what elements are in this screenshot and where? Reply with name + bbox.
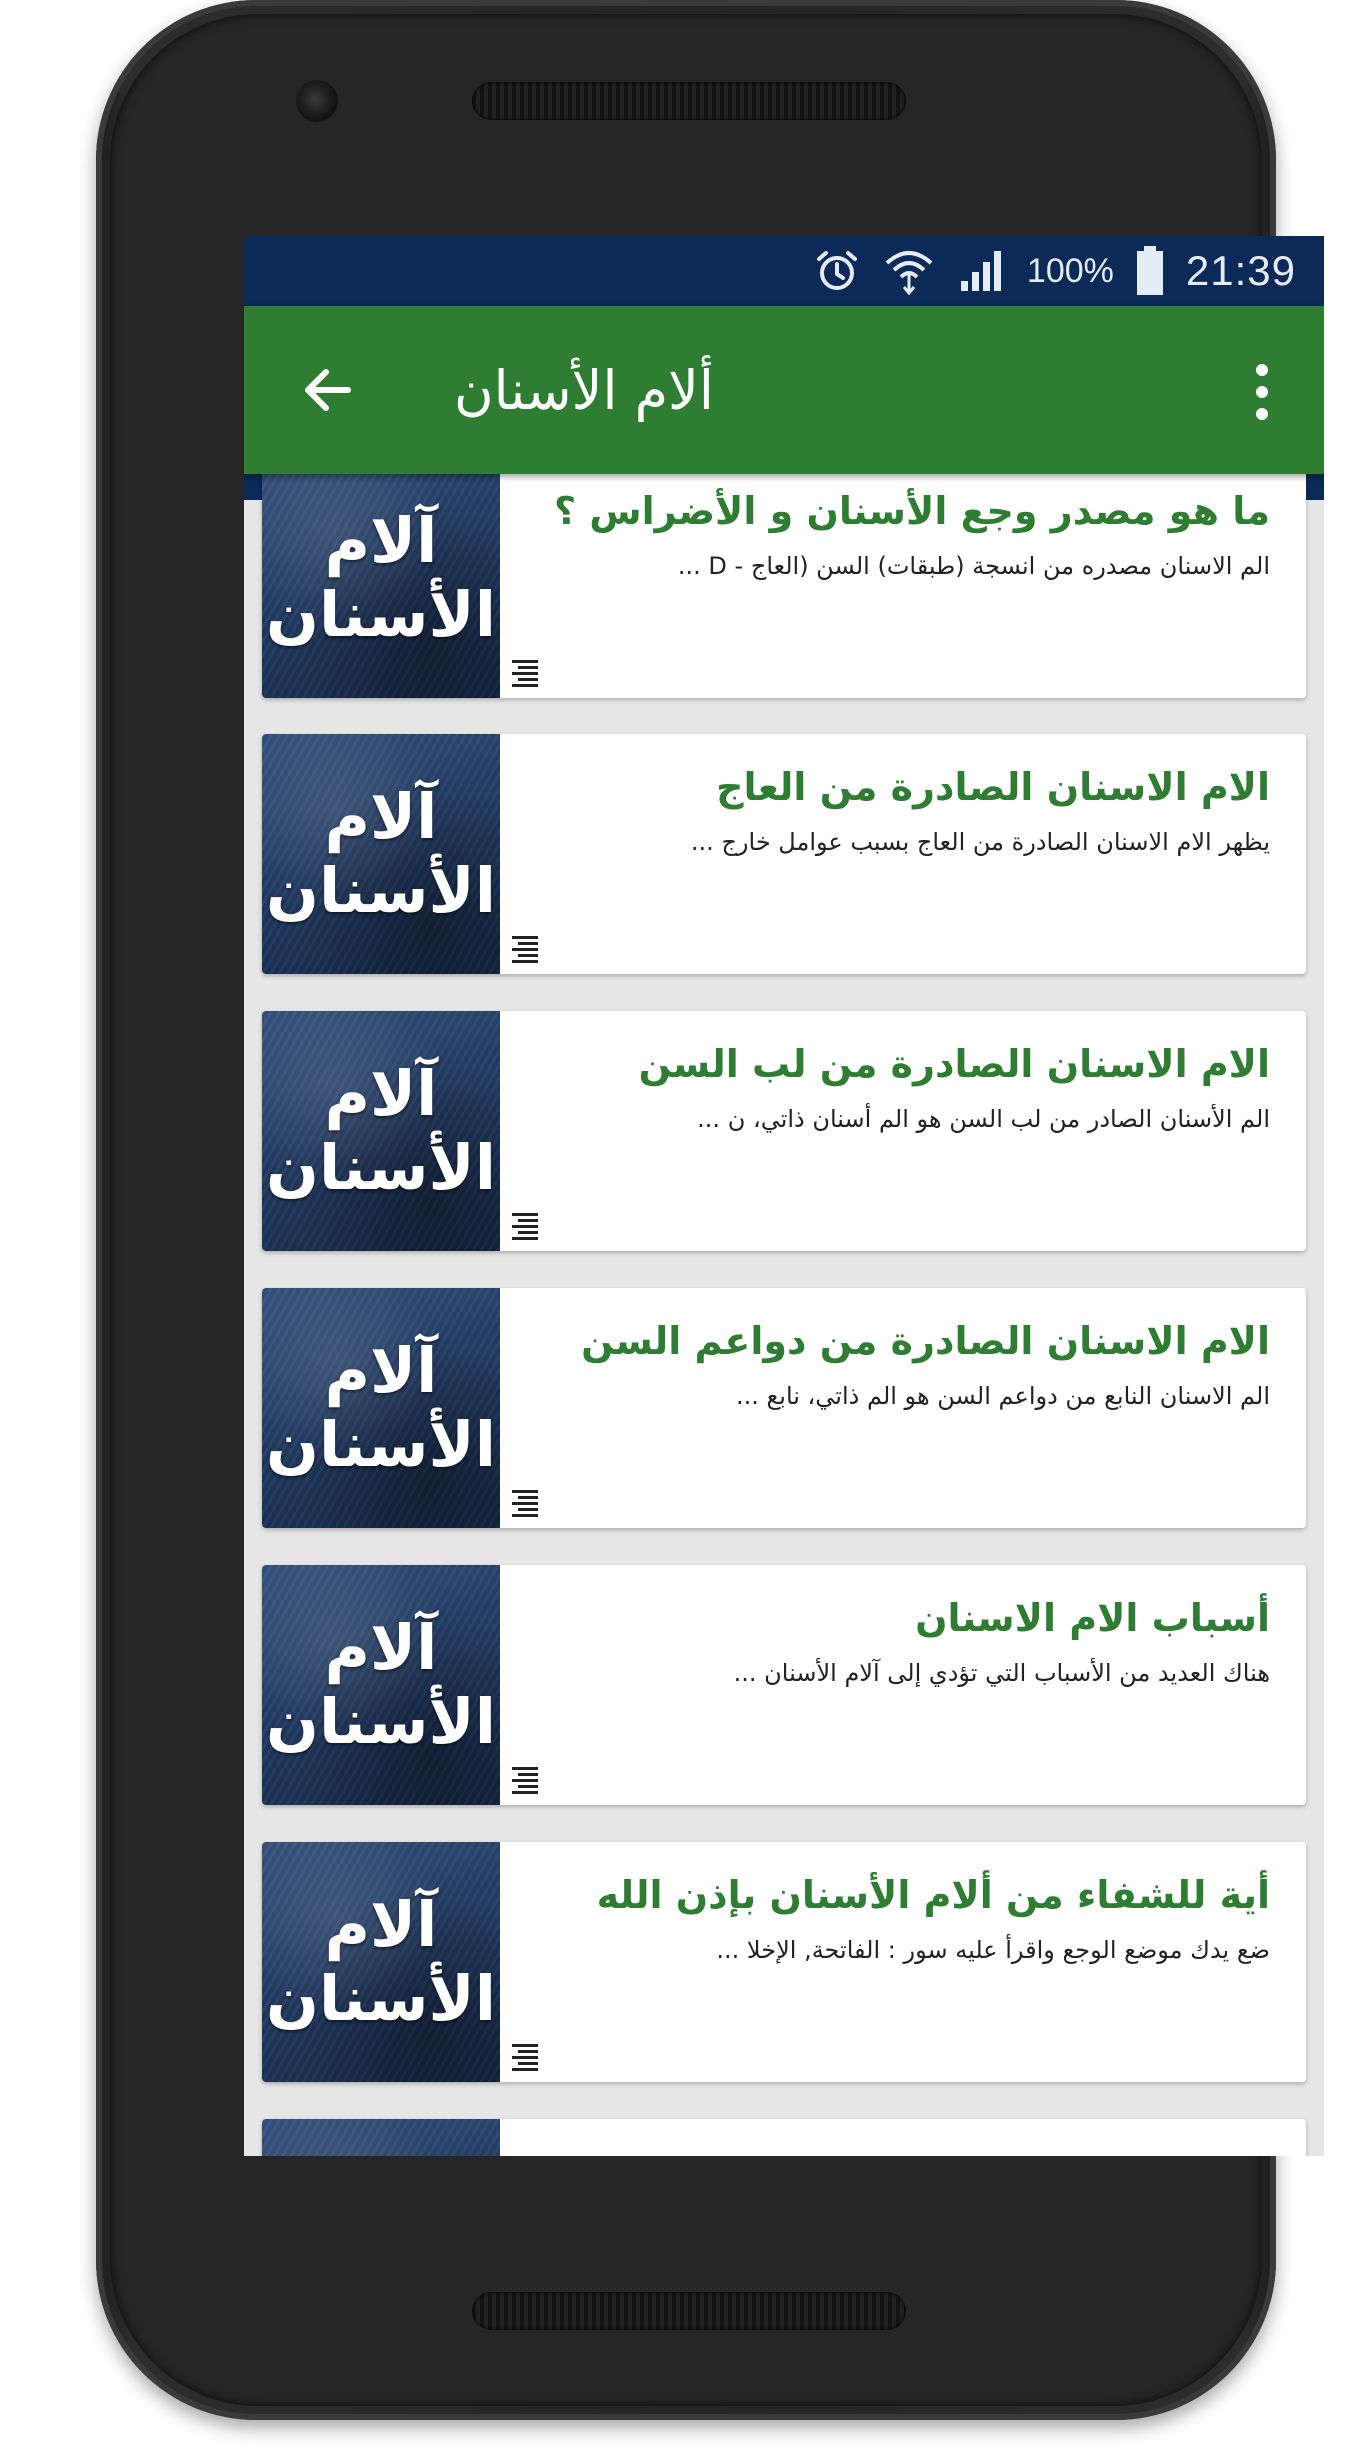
list-item[interactable] xyxy=(262,1565,1306,1805)
list-item[interactable] xyxy=(262,458,1306,698)
text-lines-icon xyxy=(510,658,540,688)
signal-icon xyxy=(957,247,1005,295)
article-list xyxy=(244,474,1324,2156)
alarm-icon xyxy=(813,247,861,295)
thumbnail-text: الأسنان xyxy=(266,854,496,927)
list-item[interactable] xyxy=(262,1011,1306,1251)
list-item-partial[interactable] xyxy=(262,2119,1306,2156)
item-thumbnail xyxy=(262,2119,500,2156)
thumbnail-text: الأسنان xyxy=(266,1131,496,1204)
list-item[interactable] xyxy=(262,734,1306,974)
item-summary: ضع يدك موضع الوجع واقرأ عليه سور : الفاتحة, الإخلا ... xyxy=(716,1936,1270,1964)
thumbnail-text: الأسنان xyxy=(266,1408,496,1481)
item-thumbnail xyxy=(262,1842,500,2082)
item-title: الام الاسنان الصادرة من العاج xyxy=(716,765,1270,809)
wifi-icon xyxy=(883,245,935,297)
thumbnail-text: الأسنان xyxy=(266,1962,496,2035)
item-summary: الم الأسنان الصادر من لب السن هو الم أسنان ذاتي، ن ... xyxy=(697,1105,1270,1133)
bottom-speaker xyxy=(472,2292,906,2330)
item-thumbnail xyxy=(262,1565,500,1805)
thumbnail-text: آلام xyxy=(324,780,438,853)
item-title: الام الاسنان الصادرة من دواعم السن xyxy=(581,1319,1270,1363)
thumbnail-text: آلام xyxy=(324,1334,438,1407)
status-time: 21:39 xyxy=(1185,247,1296,294)
text-lines-icon xyxy=(510,2042,540,2072)
item-title: أسباب الام الاسنان xyxy=(915,1596,1270,1640)
battery-percent: 100% xyxy=(1026,251,1114,290)
item-summary: الم الاسنان مصدره من انسجة (طبقات) السن (العاج - D ... xyxy=(677,552,1270,580)
top-speaker xyxy=(472,82,906,120)
thumbnail-text: آلام xyxy=(324,1888,438,1961)
arrow-back-icon[interactable] xyxy=(296,358,360,422)
text-lines-icon xyxy=(510,1488,540,1518)
status-bar xyxy=(244,236,1324,306)
screen xyxy=(244,236,1324,2156)
item-thumbnail xyxy=(262,1288,500,1528)
list-item[interactable] xyxy=(262,1288,1306,1528)
item-title: أية للشفاء من ألام الأسنان بإذن الله xyxy=(596,1873,1270,1917)
item-thumbnail xyxy=(262,1011,500,1251)
item-summary: يظهر الام الاسنان الصادرة من العاج بسبب عوامل خارج ... xyxy=(690,828,1270,856)
list-item[interactable] xyxy=(262,1842,1306,2082)
thumbnail-text: آلام xyxy=(324,1611,438,1684)
phone-frame xyxy=(96,0,1296,2420)
front-camera xyxy=(296,80,338,122)
item-title: ما هو مصدر وجع الأسنان و الأضراس ؟ xyxy=(553,489,1270,533)
thumbnail-text: الأسنان xyxy=(266,1685,496,1758)
thumbnail-text: آلام xyxy=(324,1057,438,1130)
item-summary: هناك العديد من الأسباب التي تؤدي إلى آلام الأسنان ... xyxy=(733,1659,1270,1687)
item-thumbnail xyxy=(262,734,500,974)
more-vert-icon[interactable] xyxy=(1250,362,1274,422)
text-lines-icon xyxy=(510,1765,540,1795)
text-lines-icon xyxy=(510,1211,540,1241)
thumbnail-text: الأسنان xyxy=(266,578,496,651)
app-bar xyxy=(244,306,1324,474)
item-thumbnail xyxy=(262,458,500,698)
thumbnail-text: آلام xyxy=(324,504,438,577)
battery-icon xyxy=(1136,246,1164,296)
item-title: الام الاسنان الصادرة من لب السن xyxy=(638,1042,1270,1086)
page-title: ألام الأسنان xyxy=(454,359,714,422)
text-lines-icon xyxy=(510,934,540,964)
item-summary: الم الاسنان النابع من دواعم السن هو الم ذاتي، نابع ... xyxy=(735,1382,1270,1410)
